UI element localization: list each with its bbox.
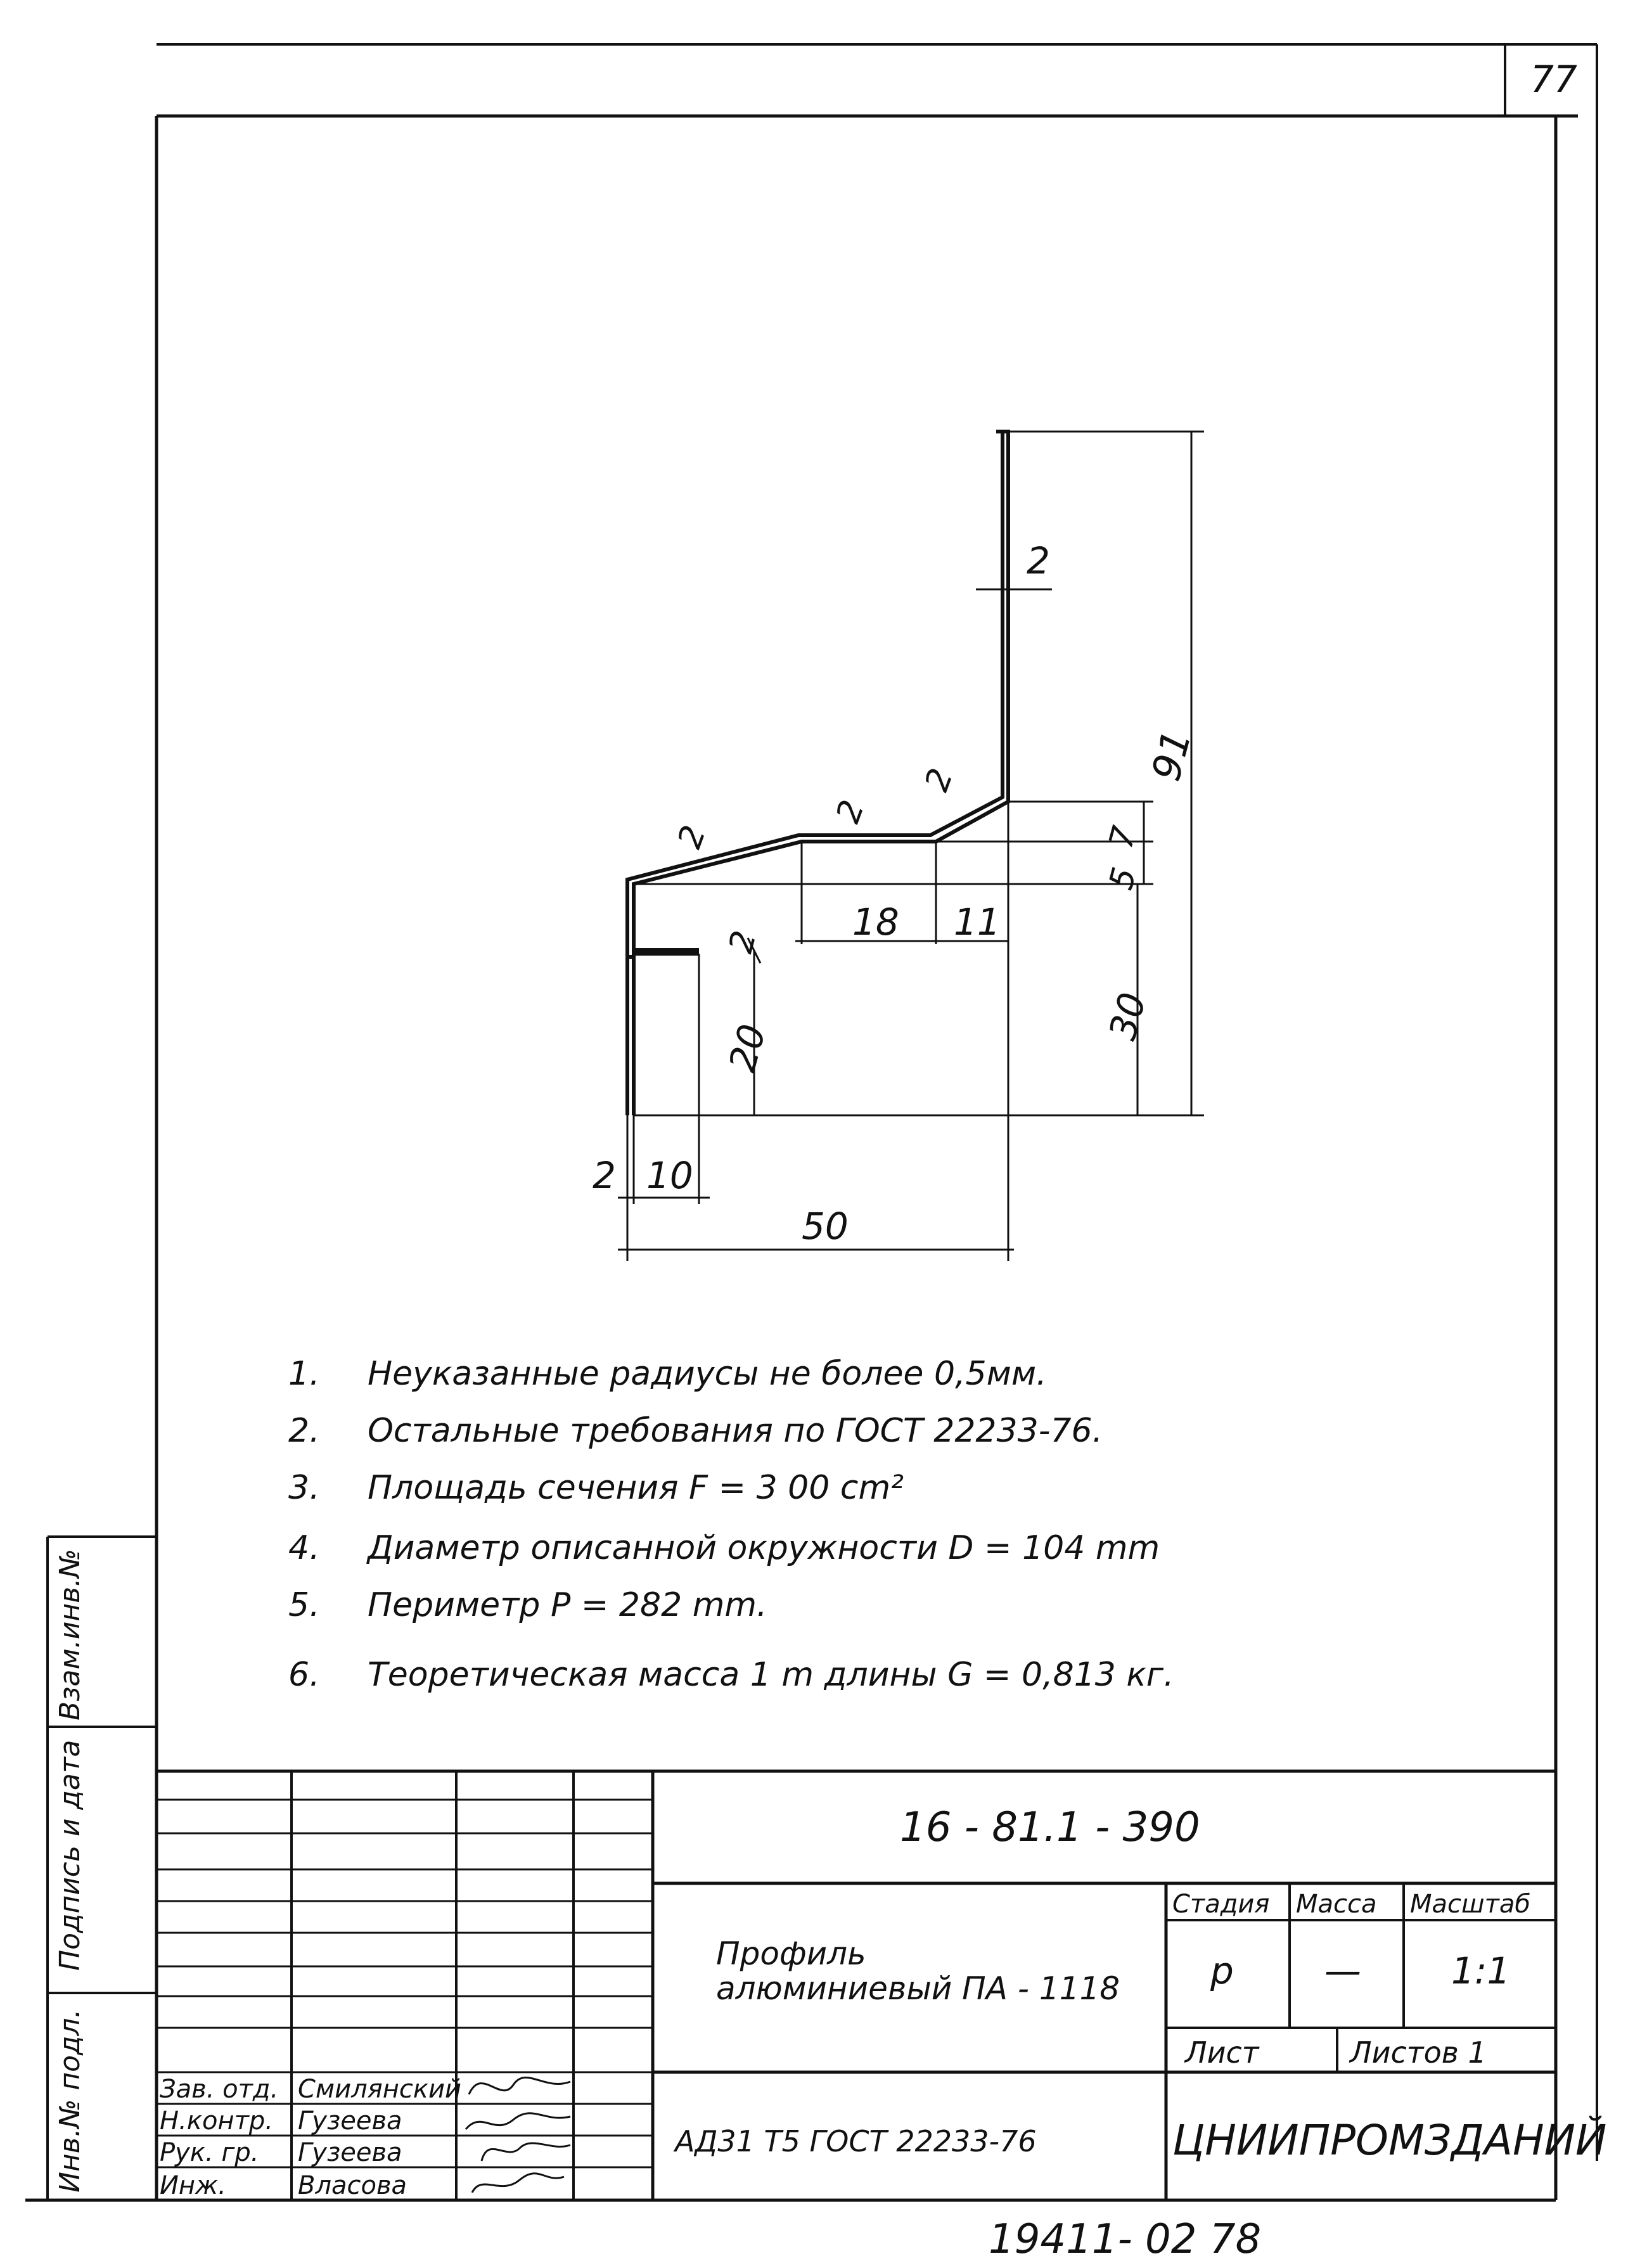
dimension-labels	[593, 539, 1200, 1248]
note-6-text: Теоретическая масса 1 m длины G = 0,813 кг.	[368, 1656, 1174, 1694]
footer-inventory-number: 19411- 02 78	[989, 2216, 1262, 2263]
stage-value: р	[1210, 1949, 1234, 1992]
dim-h-30: 30	[1100, 988, 1155, 1045]
scale-header: Масштаб	[1410, 1890, 1531, 1919]
dim-w-2: 2	[593, 1154, 616, 1197]
mass-value: —	[1324, 1949, 1361, 1992]
dim-left-slope: 2	[670, 821, 714, 854]
scale-value: 1:1	[1451, 1949, 1511, 1992]
product-name-line-2: алюминиевый ПА - 1118	[716, 1970, 1120, 2007]
dim-top-wall: 2	[1027, 539, 1050, 582]
note-5-text: Периметр P = 282 mm.	[368, 1586, 767, 1624]
dim-len-11: 11	[954, 900, 1001, 944]
margin-field-replacement: Взам.инв.№	[54, 1549, 86, 1720]
stage-header: Стадия	[1172, 1890, 1270, 1919]
note-6-number: 6.	[288, 1656, 320, 1694]
title-block	[157, 1771, 1606, 2200]
staff-role-4: Инж.	[160, 2171, 226, 2200]
sheets-label: Листов 1	[1350, 2035, 1487, 2070]
note-2-number: 2.	[288, 1412, 320, 1450]
notes-list	[288, 1355, 1174, 1694]
note-5-number: 5.	[288, 1586, 320, 1624]
dim-total-height: 91	[1142, 725, 1200, 786]
page-number: 77	[1530, 58, 1577, 101]
material-spec: АД31 Т5 ГОСТ 22233-76	[675, 2124, 1037, 2158]
organization-name: ЦНИИПРОМЗДАНИЙ	[1172, 2116, 1607, 2165]
staff-name-4: Власова	[298, 2171, 407, 2200]
document-code: 16 - 81.1 - 390	[900, 1804, 1200, 1851]
sheet-label: Лист	[1185, 2035, 1259, 2070]
margin-field-original-inventory: Инв.№ подл.	[54, 2009, 86, 2193]
note-1-number: 1.	[288, 1355, 320, 1393]
staff-role-2: Н.контр.	[160, 2106, 273, 2136]
note-3-text: Площадь сечения F = 3 00 cm²	[368, 1469, 904, 1507]
product-name-line-1: Профиль	[716, 1935, 866, 1972]
note-2-text: Остальные требования по ГОСТ 22233-76.	[368, 1412, 1103, 1450]
note-4-number: 4.	[288, 1529, 320, 1567]
dim-len-18: 18	[852, 900, 899, 944]
dim-h-20: 20	[720, 1020, 774, 1077]
left-margin-strip	[48, 1537, 157, 2200]
dim-w-10: 10	[646, 1154, 693, 1197]
staff-role-3: Рук. гр.	[160, 2138, 259, 2167]
dim-inner-2: 2	[722, 926, 764, 958]
dim-step-5: 5	[1102, 863, 1144, 894]
staff-name-2: Гузеева	[298, 2106, 402, 2136]
dim-mid-flange: 2	[829, 795, 873, 828]
dim-slope-upper: 2	[918, 764, 961, 797]
dim-w-50: 50	[802, 1205, 849, 1248]
staff-name-3: Гузеева	[298, 2138, 402, 2167]
mass-header: Масса	[1296, 1890, 1377, 1919]
staff-role-1: Зав. отд.	[160, 2075, 279, 2104]
note-1-text: Неуказанные радиусы не более 0,5мм.	[368, 1355, 1047, 1393]
note-4-text: Диаметр описанной окружности D = 104 mm	[368, 1529, 1160, 1567]
staff-name-1: Смилянский	[298, 2075, 462, 2104]
margin-field-signature-date: Подпись и дата	[54, 1739, 86, 1971]
sheet-frame	[25, 44, 1597, 2200]
note-3-number: 3.	[288, 1469, 320, 1507]
dim-step-7: 7	[1102, 822, 1144, 853]
